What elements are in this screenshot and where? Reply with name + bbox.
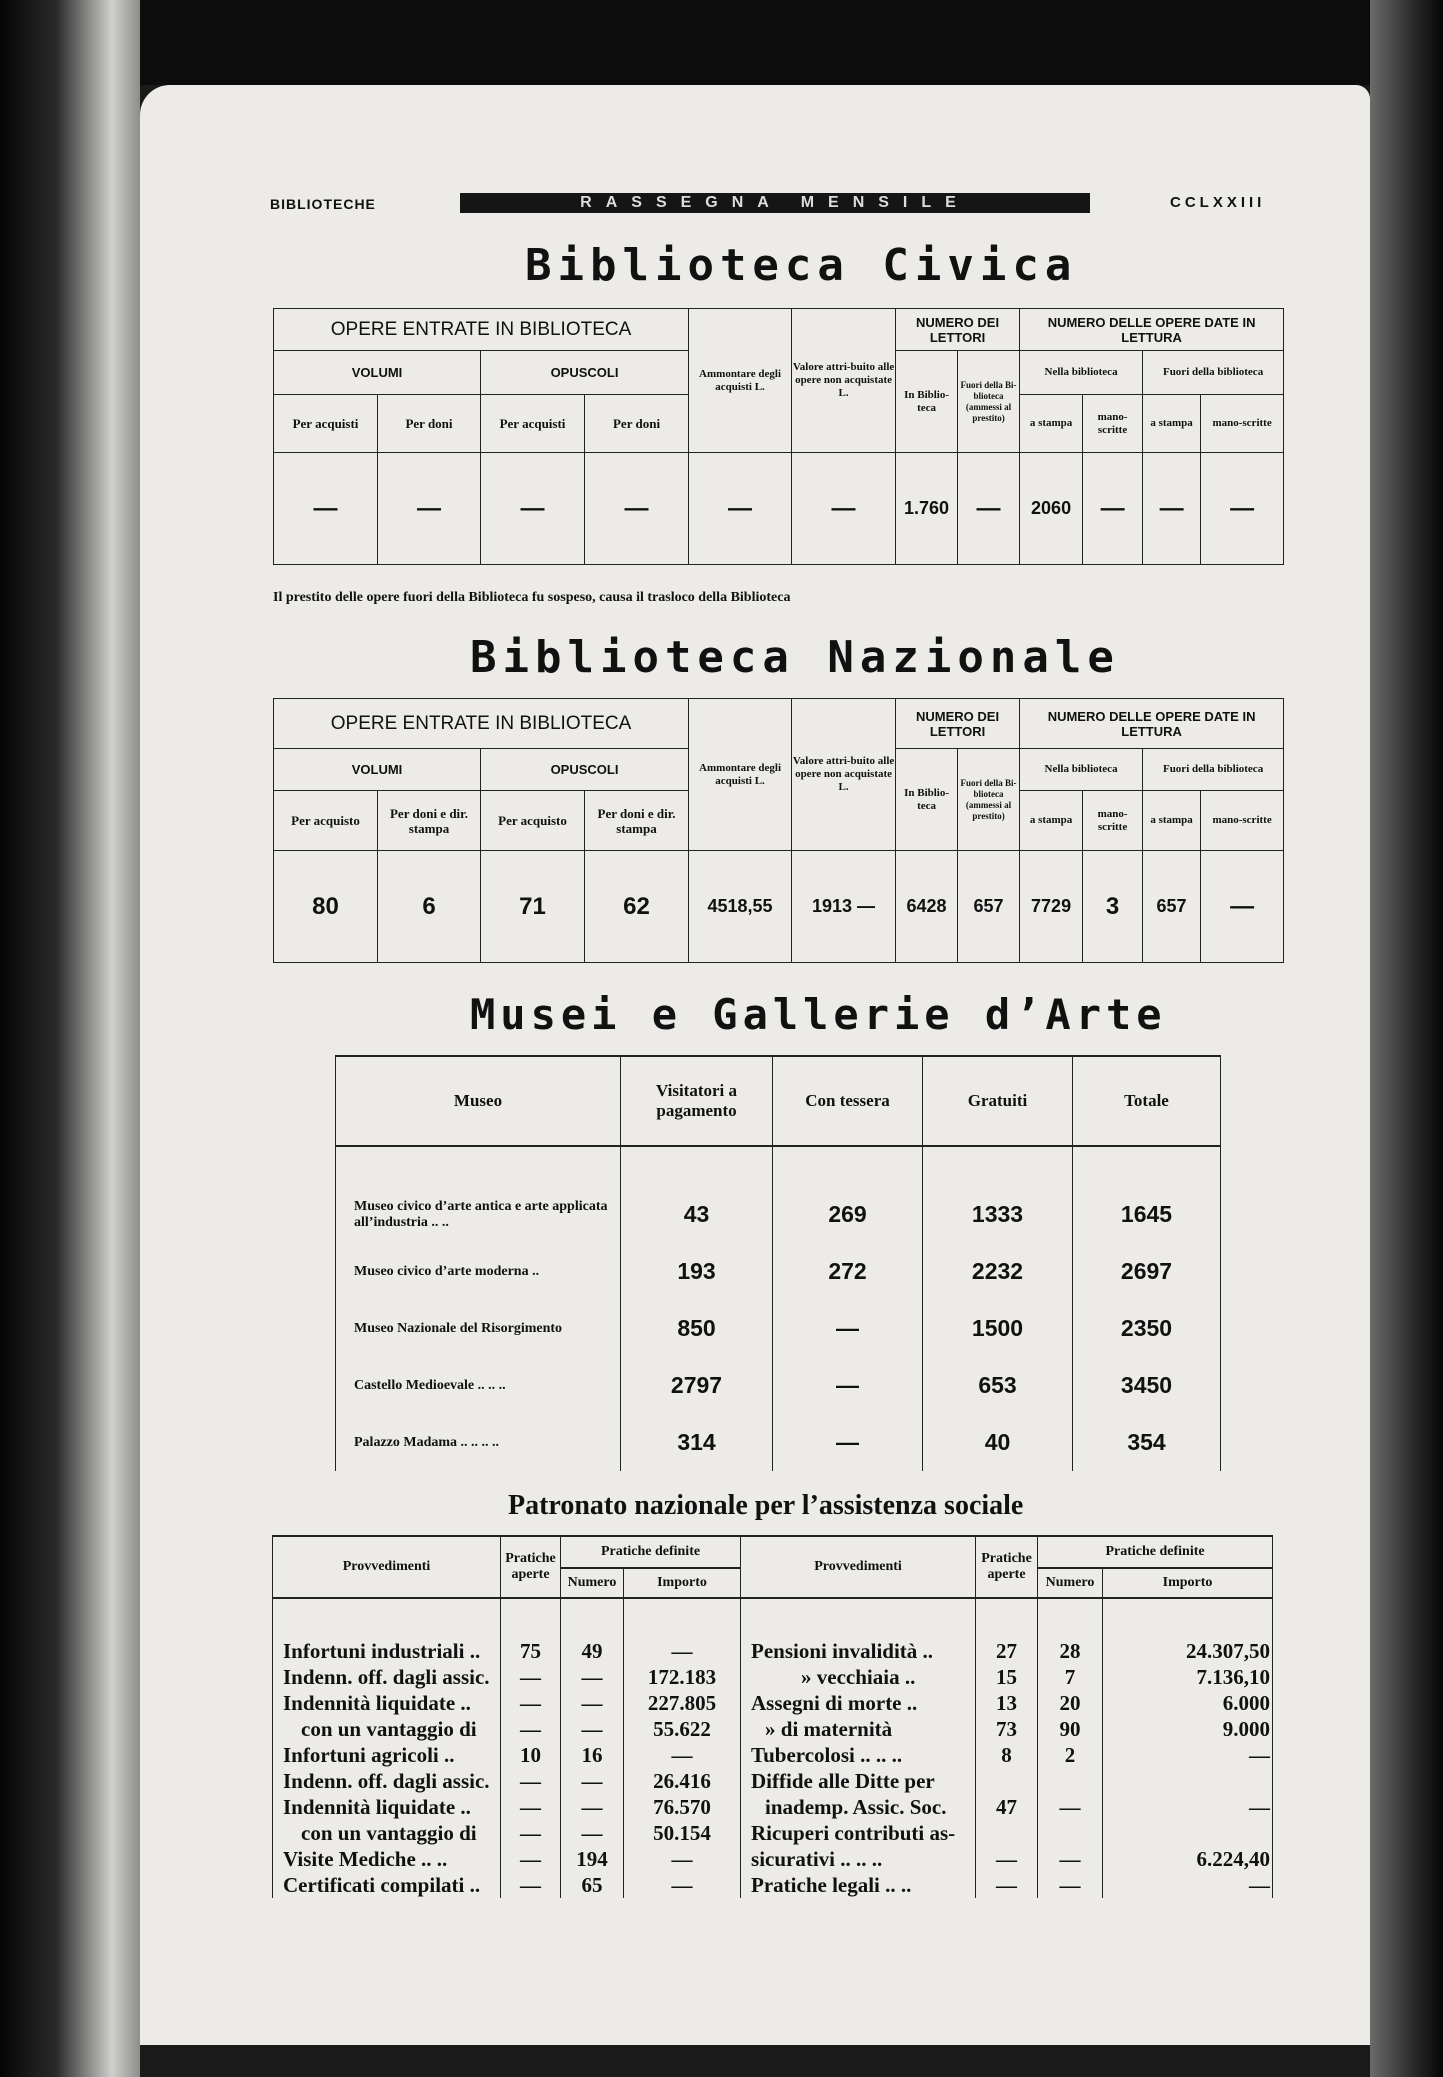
col-museo: Museo bbox=[336, 1056, 621, 1146]
numero: 28 bbox=[1038, 1638, 1103, 1664]
con-tessera: 269 bbox=[773, 1186, 923, 1243]
numero bbox=[1038, 1820, 1103, 1846]
importo: 227.805 bbox=[624, 1690, 741, 1716]
provvedimento: Indenn. off. dagli assic. bbox=[273, 1768, 501, 1794]
civica-value: — bbox=[378, 453, 481, 565]
gratuiti: 653 bbox=[923, 1357, 1073, 1414]
a-stampa-fuori: a stampa bbox=[1143, 791, 1201, 851]
civica-value: — bbox=[1201, 453, 1284, 565]
importo: — bbox=[624, 1846, 741, 1872]
numero: — bbox=[561, 1794, 624, 1820]
nazionale-value: 657 bbox=[958, 851, 1020, 963]
provvedimento: Pensioni invalidità .. bbox=[741, 1638, 976, 1664]
importo bbox=[1103, 1768, 1273, 1794]
numero: 90 bbox=[1038, 1716, 1103, 1742]
visitatori: 314 bbox=[621, 1414, 773, 1471]
aperte: — bbox=[501, 1872, 561, 1898]
importo: — bbox=[1103, 1872, 1273, 1898]
volumi-header: VOLUMI bbox=[274, 351, 481, 395]
civica-value: — bbox=[585, 453, 689, 565]
totale: 1645 bbox=[1073, 1186, 1221, 1243]
table-row bbox=[336, 1414, 1221, 1471]
con-tessera: — bbox=[773, 1300, 923, 1357]
civica-table bbox=[273, 308, 1284, 565]
opuscoli-header: OPUSCOLI bbox=[481, 351, 689, 395]
aperte: — bbox=[501, 1794, 561, 1820]
provvedimento: Visite Mediche .. .. bbox=[273, 1846, 501, 1872]
valore-header: Valore attri-buito alle opere non acquistate L. bbox=[792, 699, 896, 851]
importo: 6.000 bbox=[1103, 1690, 1273, 1716]
col-pratiche-aperte: Pratiche aperte bbox=[976, 1536, 1038, 1598]
table-row bbox=[336, 1300, 1221, 1357]
provvedimento: Diffide alle Ditte per bbox=[741, 1768, 976, 1794]
aperte: — bbox=[976, 1872, 1038, 1898]
importo: — bbox=[624, 1742, 741, 1768]
visitatori: 193 bbox=[621, 1243, 773, 1300]
numero: — bbox=[1038, 1872, 1103, 1898]
provvedimento: Certificati compilati .. bbox=[273, 1872, 501, 1898]
civica-value: — bbox=[689, 453, 792, 565]
totale: 354 bbox=[1073, 1414, 1221, 1471]
numero: 65 bbox=[561, 1872, 624, 1898]
aperte: — bbox=[501, 1820, 561, 1846]
totale: 2350 bbox=[1073, 1300, 1221, 1357]
numero: 7 bbox=[1038, 1664, 1103, 1690]
numero: 2 bbox=[1038, 1742, 1103, 1768]
provvedimento: Infortuni industriali .. bbox=[273, 1638, 501, 1664]
importo: 26.416 bbox=[624, 1768, 741, 1794]
numero: 16 bbox=[561, 1742, 624, 1768]
table-row bbox=[273, 1638, 1273, 1664]
col-pratiche-definite: Pratiche definite bbox=[561, 1536, 741, 1568]
section-title-musei: Musei e Gallerie d’Arte bbox=[470, 990, 1167, 1039]
nazionale-value: 62 bbox=[585, 851, 689, 963]
col-numero: Numero bbox=[561, 1568, 624, 1598]
nazionale-value: 6 bbox=[378, 851, 481, 963]
museo-name: Museo Nazionale del Risorgimento bbox=[336, 1300, 621, 1357]
nazionale-value: 80 bbox=[274, 851, 378, 963]
col-con-tessera: Con tessera bbox=[773, 1056, 923, 1146]
fuori-header: Fuori della Bi-blioteca (ammessi al prestito) bbox=[958, 351, 1020, 453]
manoscritte-fuori: mano-scritte bbox=[1201, 395, 1284, 453]
civica-value: 1.760 bbox=[896, 453, 958, 565]
civica-value: — bbox=[481, 453, 585, 565]
running-header-right: CCLXXIII bbox=[1170, 194, 1266, 211]
table-row bbox=[336, 1357, 1221, 1414]
civica-value: — bbox=[1143, 453, 1201, 565]
per-acquisti-opuscoli: Per acquisti bbox=[481, 395, 585, 453]
fuori-biblioteca-header: Fuori della biblioteca bbox=[1143, 351, 1284, 395]
provvedimento: Pratiche legali .. .. bbox=[741, 1872, 976, 1898]
importo: 9.000 bbox=[1103, 1716, 1273, 1742]
importo: — bbox=[1103, 1742, 1273, 1768]
section-title-nazionale: Biblioteca Nazionale bbox=[470, 632, 1120, 683]
col-totale: Totale bbox=[1073, 1056, 1221, 1146]
aperte: 10 bbox=[501, 1742, 561, 1768]
importo bbox=[1103, 1820, 1273, 1846]
numero: — bbox=[561, 1768, 624, 1794]
visitatori: 850 bbox=[621, 1300, 773, 1357]
numero: — bbox=[561, 1716, 624, 1742]
scan-right-edge bbox=[1370, 0, 1443, 2077]
scan-top-border bbox=[0, 0, 1443, 85]
con-tessera: 272 bbox=[773, 1243, 923, 1300]
per-doni-opuscoli: Per doni e dir. stampa bbox=[585, 791, 689, 851]
provvedimento: Indennità liquidate .. bbox=[273, 1794, 501, 1820]
table-row bbox=[273, 1690, 1273, 1716]
aperte: 13 bbox=[976, 1690, 1038, 1716]
table-row bbox=[273, 1820, 1273, 1846]
aperte: 73 bbox=[976, 1716, 1038, 1742]
manoscritte-nella: mano-scritte bbox=[1083, 395, 1143, 453]
provvedimento: Tubercolosi .. .. .. bbox=[741, 1742, 976, 1768]
numero: — bbox=[561, 1820, 624, 1846]
nazionale-value: 657 bbox=[1143, 851, 1201, 963]
numero: — bbox=[1038, 1794, 1103, 1820]
per-doni-volumi: Per doni bbox=[378, 395, 481, 453]
aperte: 75 bbox=[501, 1638, 561, 1664]
nazionale-value: 3 bbox=[1083, 851, 1143, 963]
civica-value: — bbox=[1083, 453, 1143, 565]
per-doni-opuscoli: Per doni bbox=[585, 395, 689, 453]
nazionale-value: 7729 bbox=[1020, 851, 1083, 963]
section-title-civica: Biblioteca Civica bbox=[525, 240, 1078, 291]
musei-table bbox=[335, 1055, 1221, 1471]
ammontare-header: Ammontare degli acquisti L. bbox=[689, 309, 792, 453]
provvedimento: Ricuperi contributi as- bbox=[741, 1820, 976, 1846]
table-row bbox=[273, 1664, 1273, 1690]
section-title-patronato: Patronato nazionale per l’assistenza sociale bbox=[508, 1490, 1024, 1521]
gratuiti: 1333 bbox=[923, 1186, 1073, 1243]
aperte: — bbox=[501, 1690, 561, 1716]
provvedimento: con un vantaggio di bbox=[273, 1820, 501, 1846]
museo-name: Museo civico d’arte antica e arte applicata all’industria .. .. bbox=[336, 1186, 621, 1243]
in-biblioteca-header: In Biblio-teca bbox=[896, 749, 958, 851]
con-tessera: — bbox=[773, 1414, 923, 1471]
numero: — bbox=[561, 1664, 624, 1690]
gratuiti: 2232 bbox=[923, 1243, 1073, 1300]
col-importo: Importo bbox=[624, 1568, 741, 1598]
numero-lettori-header: NUMERO DEI LETTORI bbox=[896, 309, 1020, 351]
col-gratuiti: Gratuiti bbox=[923, 1056, 1073, 1146]
nella-biblioteca-header: Nella biblioteca bbox=[1020, 351, 1143, 395]
patronato-table bbox=[272, 1535, 1273, 1898]
aperte bbox=[976, 1820, 1038, 1846]
civica-footnote: Il prestito delle opere fuori della Biblioteca fu sospeso, causa il trasloco della Biblioteca bbox=[273, 590, 791, 605]
numero-lettori-header: NUMERO DEI LETTORI bbox=[896, 699, 1020, 749]
fuori-header: Fuori della Bi-blioteca (ammessi al prestito) bbox=[958, 749, 1020, 851]
fuori-biblioteca-header: Fuori della biblioteca bbox=[1143, 749, 1284, 791]
gratuiti: 1500 bbox=[923, 1300, 1073, 1357]
nazionale-value: 6428 bbox=[896, 851, 958, 963]
a-stampa-nella: a stampa bbox=[1020, 791, 1083, 851]
aperte: — bbox=[501, 1768, 561, 1794]
numero: 194 bbox=[561, 1846, 624, 1872]
a-stampa-fuori: a stampa bbox=[1143, 395, 1201, 453]
civica-value: 2060 bbox=[1020, 453, 1083, 565]
col-importo: Importo bbox=[1103, 1568, 1273, 1598]
visitatori: 43 bbox=[621, 1186, 773, 1243]
provvedimento: Indenn. off. dagli assic. bbox=[273, 1664, 501, 1690]
provvedimento: inademp. Assic. Soc. bbox=[741, 1794, 976, 1820]
ammontare-header: Ammontare degli acquisti L. bbox=[689, 699, 792, 851]
nella-biblioteca-header: Nella biblioteca bbox=[1020, 749, 1143, 791]
table-row bbox=[273, 1742, 1273, 1768]
aperte: — bbox=[501, 1664, 561, 1690]
opere-entrate-header: OPERE ENTRATE IN BIBLIOTECA bbox=[274, 699, 689, 749]
table-row bbox=[273, 1794, 1273, 1820]
numero-opere-header: NUMERO DELLE OPERE DATE IN LETTURA bbox=[1020, 699, 1284, 749]
in-biblioteca-header: In Biblio-teca bbox=[896, 351, 958, 453]
nazionale-value: 71 bbox=[481, 851, 585, 963]
importo: 55.622 bbox=[624, 1716, 741, 1742]
running-header-banner: RASSEGNA MENSILE bbox=[460, 193, 1090, 213]
civica-value: — bbox=[958, 453, 1020, 565]
aperte: 47 bbox=[976, 1794, 1038, 1820]
col-pratiche-definite: Pratiche definite bbox=[1038, 1536, 1273, 1568]
table-row bbox=[273, 1872, 1273, 1898]
visitatori: 2797 bbox=[621, 1357, 773, 1414]
aperte: 15 bbox=[976, 1664, 1038, 1690]
manoscritte-fuori: mano-scritte bbox=[1201, 791, 1284, 851]
per-acquisto-opuscoli: Per acquisto bbox=[481, 791, 585, 851]
col-provvedimenti: Provvedimenti bbox=[273, 1536, 501, 1598]
per-doni-volumi: Per doni e dir. stampa bbox=[378, 791, 481, 851]
importo: 24.307,50 bbox=[1103, 1638, 1273, 1664]
numero: 20 bbox=[1038, 1690, 1103, 1716]
per-acquisti-volumi: Per acquisti bbox=[274, 395, 378, 453]
aperte: 27 bbox=[976, 1638, 1038, 1664]
aperte: — bbox=[976, 1846, 1038, 1872]
table-row bbox=[273, 1716, 1273, 1742]
nazionale-value: 1913 — bbox=[792, 851, 896, 963]
aperte: — bbox=[501, 1716, 561, 1742]
aperte bbox=[976, 1768, 1038, 1794]
col-provvedimenti: Provvedimenti bbox=[741, 1536, 976, 1598]
importo: — bbox=[1103, 1794, 1273, 1820]
numero: — bbox=[1038, 1846, 1103, 1872]
aperte: 8 bbox=[976, 1742, 1038, 1768]
nazionale-value: — bbox=[1201, 851, 1284, 963]
table-row bbox=[336, 1186, 1221, 1243]
col-visitatori: Visitatori a pagamento bbox=[621, 1056, 773, 1146]
importo: 6.224,40 bbox=[1103, 1846, 1273, 1872]
col-pratiche-aperte: Pratiche aperte bbox=[501, 1536, 561, 1598]
numero: — bbox=[561, 1690, 624, 1716]
provvedimento: Infortuni agricoli .. bbox=[273, 1742, 501, 1768]
provvedimento: sicurativi .. .. .. bbox=[741, 1846, 976, 1872]
running-header-left: BIBLIOTECHE bbox=[270, 196, 376, 212]
museo-name: Museo civico d’arte moderna .. bbox=[336, 1243, 621, 1300]
nazionale-table bbox=[273, 698, 1284, 963]
table-row bbox=[273, 1768, 1273, 1794]
table-row bbox=[273, 1846, 1273, 1872]
provvedimento: Assegni di morte .. bbox=[741, 1690, 976, 1716]
numero bbox=[1038, 1768, 1103, 1794]
aperte: — bbox=[501, 1846, 561, 1872]
col-numero: Numero bbox=[1038, 1568, 1103, 1598]
con-tessera: — bbox=[773, 1357, 923, 1414]
numero-opere-header: NUMERO DELLE OPERE DATE IN LETTURA bbox=[1020, 309, 1284, 351]
importo: 7.136,10 bbox=[1103, 1664, 1273, 1690]
table-row bbox=[336, 1243, 1221, 1300]
provvedimento: Indennità liquidate .. bbox=[273, 1690, 501, 1716]
opuscoli-header: OPUSCOLI bbox=[481, 749, 689, 791]
museo-name: Castello Medioevale .. .. .. bbox=[336, 1357, 621, 1414]
importo: 172.183 bbox=[624, 1664, 741, 1690]
per-acquisto-volumi: Per acquisto bbox=[274, 791, 378, 851]
importo: 76.570 bbox=[624, 1794, 741, 1820]
valore-header: Valore attri-buito alle opere non acquistate L. bbox=[792, 309, 896, 453]
manoscritte-nella: mano-scritte bbox=[1083, 791, 1143, 851]
provvedimento: » di maternità bbox=[741, 1716, 976, 1742]
gratuiti: 40 bbox=[923, 1414, 1073, 1471]
importo: — bbox=[624, 1638, 741, 1664]
scan-left-edge bbox=[0, 0, 140, 2077]
nazionale-value: 4518,55 bbox=[689, 851, 792, 963]
volumi-header: VOLUMI bbox=[274, 749, 481, 791]
totale: 3450 bbox=[1073, 1357, 1221, 1414]
civica-value: — bbox=[792, 453, 896, 565]
a-stampa-nella: a stampa bbox=[1020, 395, 1083, 453]
totale: 2697 bbox=[1073, 1243, 1221, 1300]
civica-value: — bbox=[274, 453, 378, 565]
importo: — bbox=[624, 1872, 741, 1898]
provvedimento: con un vantaggio di bbox=[273, 1716, 501, 1742]
provvedimento: » vecchiaia .. bbox=[741, 1664, 976, 1690]
museo-name: Palazzo Madama .. .. .. .. bbox=[336, 1414, 621, 1471]
opere-entrate-header: OPERE ENTRATE IN BIBLIOTECA bbox=[274, 309, 689, 351]
numero: 49 bbox=[561, 1638, 624, 1664]
importo: 50.154 bbox=[624, 1820, 741, 1846]
